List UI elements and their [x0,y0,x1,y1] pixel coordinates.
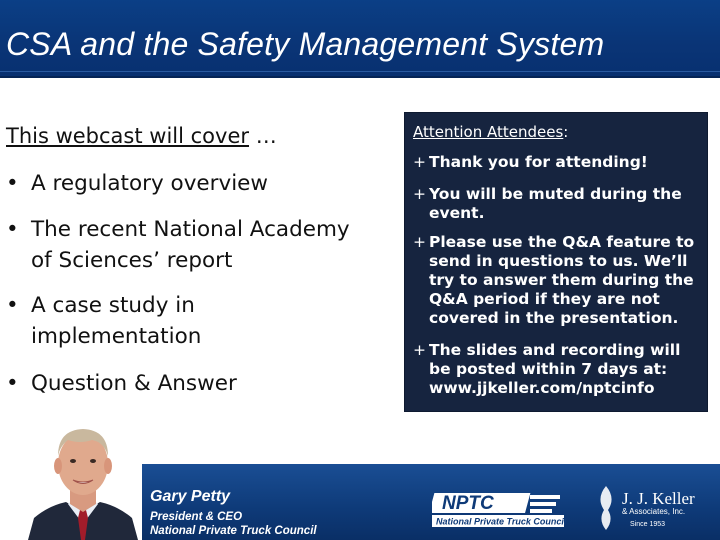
keller-name: J. J. Keller [622,489,695,508]
speaker-title: President & CEO [150,511,243,523]
nptc-logo [432,487,572,529]
bullet-icon: • [6,293,19,318]
attention-heading-colon: : [563,123,569,141]
attention-item-text: Please use the Q&A feature to send in questions to us. We’ll try to answer them during the Q&A period if they are not covered in the presentation. [429,233,695,327]
bullet-icon: • [6,217,19,242]
nptc-logo-subtitle: National Private Truck Council [436,516,567,527]
attention-item-text: You will be muted during the event. [429,185,682,222]
bullet-icon: • [6,371,19,396]
attention-item-text: The slides and recording will be posted within 7 days at: www.jjkeller.com/nptcinfo [429,341,681,397]
attention-heading [413,123,568,141]
list-item [413,153,705,172]
plus-icon: + [413,153,426,171]
speaker-name: Gary Petty [150,488,231,505]
slide-title: CSA and the Safety Management System [6,26,605,62]
bullet-text: The recent National Academy of Sciences’ report [31,217,350,273]
attention-item-text: Thank you for attending! [429,153,648,171]
plus-icon: + [413,233,426,251]
title-bar [0,0,720,78]
jj-keller-logo [594,482,712,534]
list-item [413,185,705,223]
keller-sub: & Associates, Inc. [622,507,686,516]
speaker-photo [28,414,138,540]
bullet-text: A case study in implementation [31,293,202,349]
bullet-text: A regulatory overview [31,171,268,196]
cover-heading-text: This webcast will cover [6,124,250,148]
plus-icon: + [413,341,426,359]
list-item [413,341,705,398]
cover-heading-ellipsis: … [249,124,277,148]
bullet-text: Question & Answer [31,371,237,396]
attention-box [404,112,708,412]
attention-heading-text: Attention Attendees [413,123,564,141]
nptc-logo-text: NPTC [442,493,494,514]
speaker-organization: National Private Truck Council [150,525,317,537]
bullet-icon: • [6,171,19,196]
keller-since: Since 1953 [630,521,666,528]
list-item [413,233,705,328]
plus-icon: + [413,185,426,203]
title-divider [0,71,720,72]
cover-heading [6,124,277,148]
